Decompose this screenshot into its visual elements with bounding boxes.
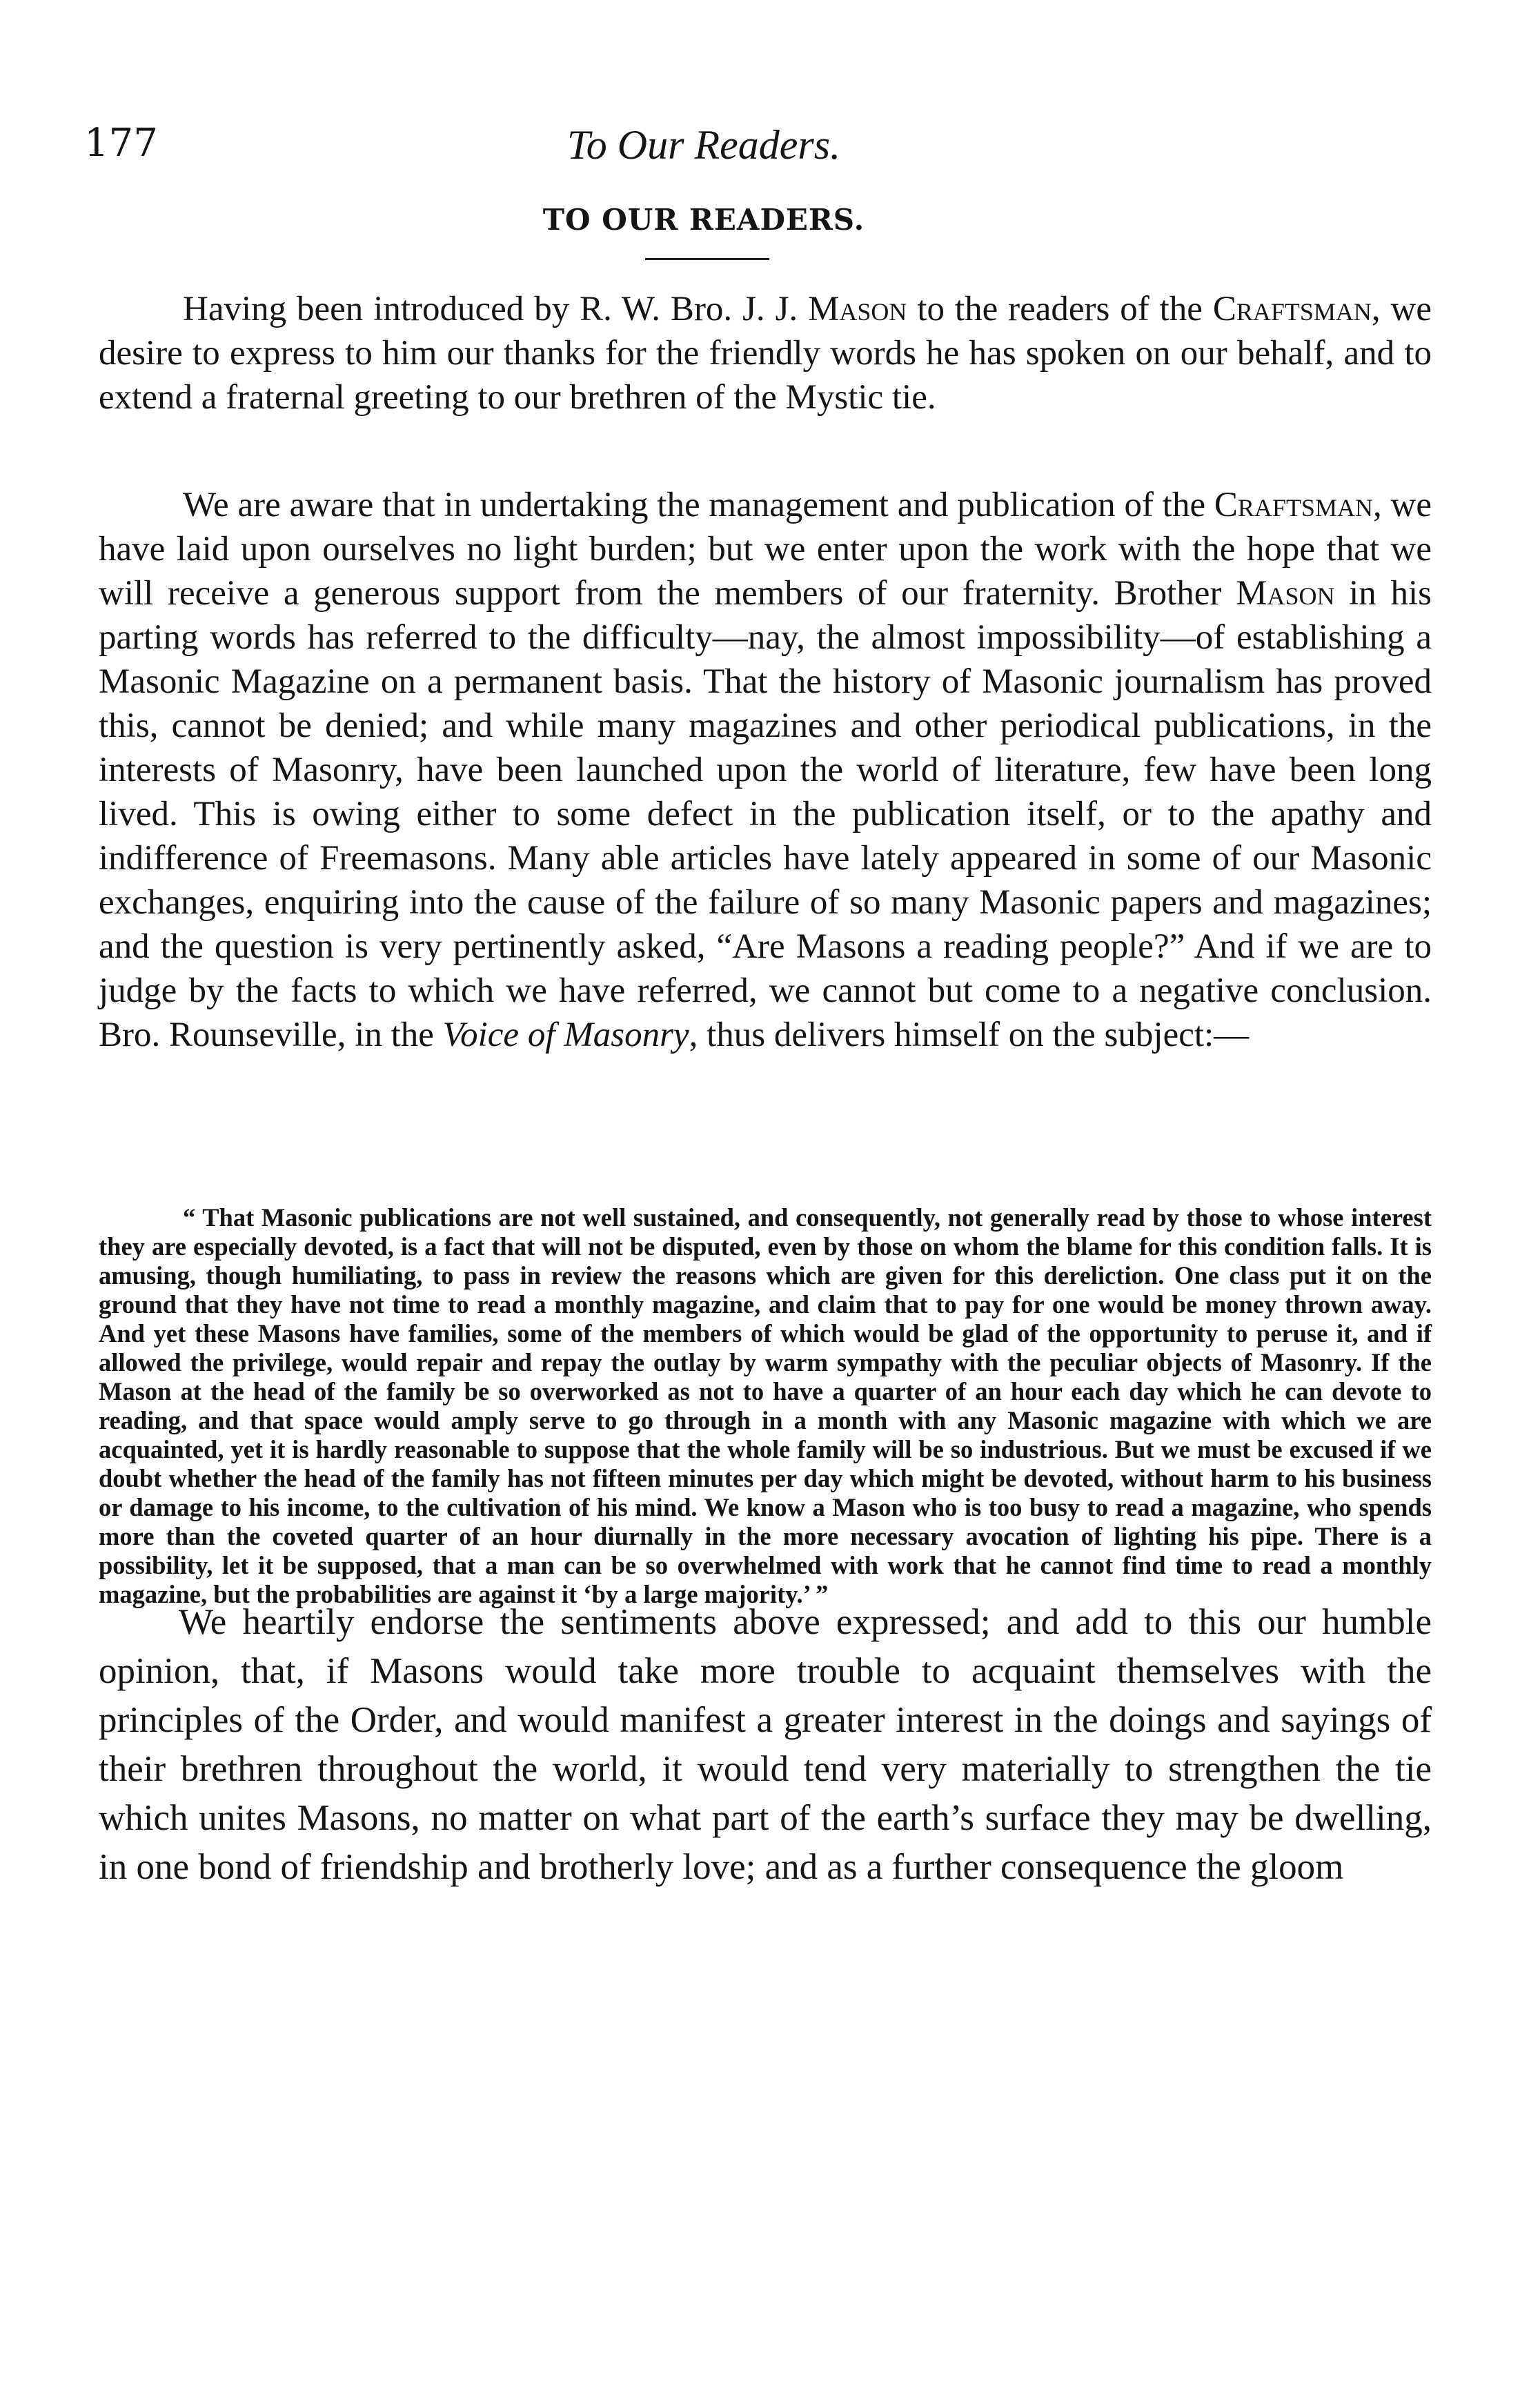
p1-name-craftsman: Craftsman (1212, 290, 1372, 328)
running-head: To Our Readers. (566, 122, 841, 168)
p2-publication-title: Voice of Masonry (442, 1016, 689, 1054)
paragraph-3: We heartily endorse the sentiments above expressed; and add to this our humble opinion, that, if Masons would take more trouble to acquaint themselves with the principles of the Order, and would manifest a greater interest in the doings and sayings of their brethren throughout the world, it would tend very materially to strengthen the tie which unites Masons, no matter on what part of the earth’s surface they may be dwelling, in one bond of friendship and brotherly love; and as a further consequence the gloom (99, 1602, 1432, 1887)
paragraph-2 (99, 483, 1432, 1057)
p2-name-mason: Mason (1236, 574, 1335, 613)
title-divider (645, 258, 769, 260)
p2-text-a: We are aware that in undertaking the management and publication of the (183, 486, 1214, 524)
paragraph-1 (99, 287, 1432, 419)
article-title: TO OUR READERS. (542, 203, 865, 237)
block-quote: “ That Masonic publications are not well sustained, and consequently, not generally read by those to whose interest they are especially devoted, is a fact that will not be disputed, even by those on whom the blame for this condition falls. It is amusing, though humiliating, to pass in review the reasons which are given for this dereliction. One class put it on the ground that they have not time to read a monthly magazine, and claim that to pay for one would be money thrown away. And yet these Masons have families, some of the members of which would be glad of the opportunity to peruse it, and if allowed the privilege, would repair and repay the outlay by warm sympathy with the peculiar objects of Masonry. If the Mason at the head of the family be so overworked as not to have a quarter of an hour each day which he can devote to reading, and that space would amply serve to go through in a month with any Masonic magazine with which we are acquainted, yet it is hardly reasonable to suppose that the whole family will be so industrious. But we must be excused if we doubt whether the head of the family has not fifteen minutes per day which might be devoted, without harm to his business or damage to his income, to the cultivation of his mind. We know a Mason who is too busy to read a magazine, who spends more than the coveted quarter of an hour diurnally in the more necessary avocation of lighting his pipe. There is a possibility, let it be supposed, that a man can be so overwhelmed with work that he cannot find time to read a monthly magazine, but the probabilities are against it ‘by a large majority.’ ” (99, 1203, 1432, 1608)
p2-text-c: in his parting words has referred to the difficulty—nay, the almost impossibility—of establishing a Masonic Magazine on a permanent basis. That the history of Masonic journalism has proved this, cannot be denied; and while many magazines and other periodical publications, in the interests of Masonry, have been launched upon the world of literature, few have been long lived. This is owing either to some defect in the publication itself, or to the apathy and indifference of Freemasons. Many able articles have lately appeared in some of our Masonic exchanges, enquiring into the cause of the failure of so many Masonic papers and magazines; and the question is very pertinently asked, “Are Masons a reading people?” And if we are to judge by the facts to which we have referred, we cannot but come to a negative conclusion. Bro. Rounseville, in the (99, 574, 1432, 1054)
p2-text-d: , thus delivers himself on the subject:— (689, 1016, 1250, 1054)
p2-name-craftsman: Craftsman (1214, 486, 1373, 524)
p1-text-c: , we desire to express to him our thanks for the friendly words he has spoken on our behalf, and to extend a fraternal greeting to our brethren of the Mystic tie. (99, 290, 1432, 417)
p1-name-mason: Mason (808, 290, 907, 328)
p1-text-b: to the readers of the (907, 290, 1213, 328)
p1-text-a: Having been introduced by R. W. Bro. J. J. (183, 290, 809, 328)
p2-text-b: , we have laid upon ourselves no light burden; but we enter upon the work with the hope that we will receive a generous support from the members of our fraternity. Brother (99, 486, 1432, 613)
page-number: 177 (84, 121, 158, 166)
